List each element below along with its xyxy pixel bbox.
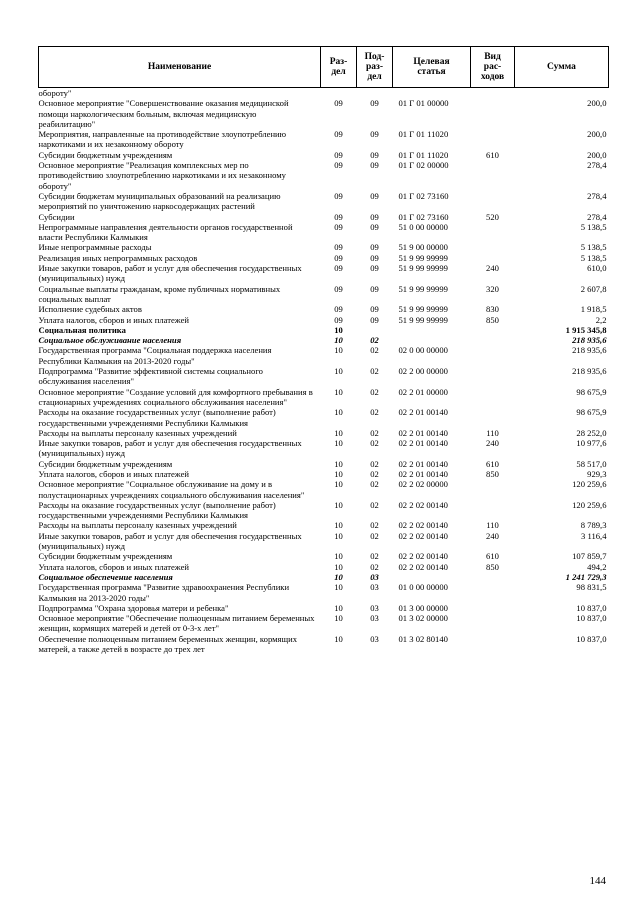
row-vid-rashodov: [471, 613, 515, 634]
row-celevaya-statya: 51 0 00 00000: [398, 221, 448, 232]
row-vid-rashodov: [471, 366, 515, 387]
row-name: Исполнение судебных актов: [38, 304, 142, 315]
row-summa: 1 918,5: [580, 304, 607, 315]
row-podrazdel: 03: [370, 582, 379, 593]
row-celevaya-statya: 02 2 02 00140: [398, 551, 448, 562]
row-podrazdel: [357, 325, 393, 335]
table-row: [39, 603, 609, 613]
row-vid-rashodov: [471, 582, 515, 603]
page-number: 144: [589, 875, 606, 887]
row-razdel: 10: [334, 386, 343, 397]
row-razdel: 10: [334, 602, 343, 613]
header-name: Наименование: [39, 47, 321, 88]
table-row: [39, 520, 609, 530]
row-name: Основное мероприятие "Совершенствование оказания медицинской помощи наркологическим больным, включая медицинскую реабилитацию": [38, 98, 289, 129]
table-header: [39, 47, 609, 88]
row-summa: 5 138,5: [580, 242, 607, 253]
row-celevaya-statya: 02 2 02 00000: [398, 479, 448, 490]
row-name: Субсидии: [38, 211, 75, 222]
row-vid-rashodov: [471, 191, 515, 212]
row-celevaya-statya: 51 9 99 99999: [398, 314, 448, 325]
row-razdel: 10: [334, 613, 343, 624]
row-podrazdel: 03: [370, 613, 379, 624]
row-vid-rashodov: 240: [486, 263, 499, 274]
row-summa: 218 935,6: [572, 335, 607, 346]
row-name: Иные закупки товаров, работ и услуг для обеспечения государственных (муниципальных) нужд: [38, 263, 302, 284]
row-podrazdel: 09: [370, 263, 379, 274]
row-celevaya-statya: 02 2 00 00000: [398, 366, 448, 377]
row-vid-rashodov: [471, 572, 515, 582]
row-vid-rashodov: 320: [486, 283, 499, 294]
row-vid-rashodov: [471, 345, 515, 366]
row-celevaya-statya: 02 2 01 00140: [398, 438, 448, 449]
row-celevaya-statya: [393, 335, 471, 345]
table-row: [39, 613, 609, 634]
row-name: Уплата налогов, сборов и иных платежей: [38, 561, 190, 572]
row-celevaya-statya: 01 Г 02 00000: [398, 160, 449, 171]
row-celevaya-statya: 01 3 00 00000: [398, 602, 448, 613]
row-razdel: 09: [334, 221, 343, 232]
budget-table: [38, 46, 609, 654]
row-razdel: 09: [334, 211, 343, 222]
row-celevaya-statya: 01 Г 02 73160: [398, 190, 449, 201]
row-name: Мероприятия, направленные на противодействие злоупотреблению наркотиками и их незаконному обороту: [38, 129, 287, 150]
row-name: обороту": [38, 88, 72, 98]
row-name: Иные закупки товаров, работ и услуг для обеспечения государственных (муниципальных) нужд: [38, 438, 302, 459]
row-celevaya-statya: 02 2 02 00140: [398, 499, 448, 510]
header-celevaya-statya: Целевая статья: [393, 47, 471, 88]
row-vid-rashodov: [471, 88, 515, 99]
row-vid-rashodov: 240: [486, 530, 499, 541]
row-razdel: 10: [334, 468, 343, 479]
row-summa: 10 977,6: [576, 438, 607, 449]
row-name: Субсидии бюджетным учреждениям: [38, 551, 173, 562]
row-razdel: 10: [334, 407, 343, 418]
row-name: Непрограммные направления деятельности органов государственной власти Республики Калмыкия: [38, 221, 293, 243]
row-celevaya-statya: 01 3 02 00000: [398, 613, 448, 624]
table-row: [39, 325, 609, 335]
table-row: [39, 428, 609, 438]
row-razdel: 10: [334, 520, 343, 531]
table-row: [39, 634, 609, 655]
row-summa: 200,0: [587, 149, 607, 160]
row-razdel: 10: [334, 458, 343, 469]
table-row: [39, 304, 609, 314]
row-celevaya-statya: 02 0 00 00000: [398, 345, 448, 356]
row-razdel: 10: [334, 335, 343, 346]
row-razdel: 10: [334, 499, 343, 510]
row-podrazdel: 02: [370, 386, 379, 397]
row-name: Социальное обслуживание населения: [38, 335, 182, 346]
row-razdel: 10: [334, 571, 343, 582]
row-podrazdel: 09: [370, 129, 379, 140]
row-celevaya-statya: 51 9 99 99999: [398, 263, 448, 274]
row-summa: 1 241 729,3: [565, 571, 607, 582]
budget-table-sheet: [38, 46, 608, 654]
row-podrazdel: 02: [370, 561, 379, 572]
row-summa: 278,4: [587, 211, 607, 222]
table-row: [39, 263, 609, 284]
row-summa: 5 138,5: [580, 221, 607, 232]
table-row: [39, 129, 609, 150]
row-summa: 107 859,7: [572, 551, 607, 562]
row-summa: 218 935,6: [572, 345, 607, 356]
row-podrazdel: 02: [370, 345, 379, 356]
row-celevaya-statya: 01 Г 01 11020: [398, 129, 449, 140]
row-razdel: 10: [334, 479, 343, 490]
row-podrazdel: 02: [370, 366, 379, 377]
row-podrazdel: 02: [370, 468, 379, 479]
row-name: Подпрограмма "Развитие эффективной системы социального обслуживания населения": [38, 366, 263, 387]
header-podrazdel: Под- раз- дел: [357, 47, 393, 88]
table-row: [39, 479, 609, 500]
row-vid-rashodov: 520: [486, 211, 499, 222]
row-razdel: 09: [334, 314, 343, 325]
table-row: [39, 345, 609, 366]
row-name: Иные закупки товаров, работ и услуг для обеспечения государственных (муниципальных) нужд: [38, 530, 302, 552]
row-podrazdel: 02: [370, 530, 379, 541]
row-name: Основное мероприятие "Социальное обслуживание на дому и в полустационарных учреждениях социального обслуживания населения": [38, 479, 305, 500]
row-razdel: 10: [334, 530, 343, 541]
row-podrazdel: 03: [370, 633, 379, 644]
row-vid-rashodov: 110: [486, 520, 499, 531]
row-summa: 120 259,6: [572, 499, 607, 510]
row-name: Основное мероприятие "Обеспечение полноценным питанием беременных женщин, кормящих матерей и детей от 0-3-х лет": [38, 613, 315, 634]
row-razdel: 10: [334, 366, 343, 377]
row-razdel: 10: [334, 345, 343, 356]
row-celevaya-statya: 02 2 02 00140: [398, 530, 448, 541]
row-podrazdel: 09: [370, 221, 379, 232]
row-name: Расходы на оказание государственных услуг (выполнение работ) государственными учреждениями Республики Калмыкия: [38, 407, 276, 428]
row-podrazdel: 02: [370, 499, 379, 510]
row-podrazdel: 02: [370, 407, 379, 418]
table-row: [39, 366, 609, 387]
row-celevaya-statya: 02 2 02 00140: [398, 520, 448, 531]
row-vid-rashodov: [471, 387, 515, 408]
row-vid-rashodov: 240: [486, 438, 499, 449]
row-celevaya-statya: 01 3 02 80140: [398, 633, 448, 644]
row-podrazdel: 02: [370, 427, 379, 438]
row-celevaya-statya: 02 2 01 00140: [398, 458, 448, 469]
row-name: Расходы на выплаты персоналу казенных учреждений: [38, 427, 237, 438]
row-summa: 98 675,9: [576, 386, 607, 397]
row-vid-rashodov: [471, 253, 515, 263]
row-name: Социальная политика: [38, 324, 126, 335]
table-row: [39, 315, 609, 325]
row-celevaya-statya: 02 2 01 00140: [398, 468, 448, 479]
row-podrazdel: 09: [370, 211, 379, 222]
row-razdel: 09: [334, 149, 343, 160]
row-podrazdel: 03: [370, 571, 379, 582]
row-name: Подпрограмма "Охрана здоровья матери и ребенка": [38, 602, 229, 613]
row-razdel: 10: [334, 551, 343, 562]
row-vid-rashodov: [471, 479, 515, 500]
row-razdel: 09: [334, 263, 343, 274]
row-celevaya-statya: 01 Г 02 73160: [398, 211, 449, 222]
row-summa: 494,2: [587, 561, 607, 572]
row-vid-rashodov: [471, 160, 515, 191]
row-summa: 10 837,0: [576, 613, 607, 624]
row-summa: 278,4: [587, 160, 607, 171]
row-razdel: 10: [334, 438, 343, 449]
table-row: [39, 88, 609, 99]
row-summa: 5 138,5: [580, 252, 607, 263]
row-vid-rashodov: 850: [486, 468, 499, 479]
row-vid-rashodov: 610: [486, 458, 499, 469]
row-vid-rashodov: [471, 500, 515, 521]
row-name: Субсидии бюджетам муниципальных образований на реализацию мероприятий по уничтожению наркосодержащих растений: [38, 190, 281, 212]
header-summa: Сумма: [515, 47, 609, 88]
row-razdel: 09: [334, 252, 343, 263]
row-podrazdel: 02: [370, 438, 379, 449]
row-razdel: 10: [334, 633, 343, 644]
row-celevaya-statya: 51 9 99 99999: [398, 304, 448, 315]
table-row: [39, 160, 609, 191]
row-razdel: 10: [334, 561, 343, 572]
row-summa: 610,0: [587, 263, 607, 274]
table-body: [39, 88, 609, 655]
row-podrazdel: [357, 88, 393, 99]
row-vid-rashodov: 850: [486, 314, 499, 325]
row-vid-rashodov: [471, 603, 515, 613]
row-vid-rashodov: [471, 98, 515, 129]
row-razdel: 09: [334, 160, 343, 171]
header-razdel: Раз- дел: [321, 47, 357, 88]
row-summa: 120 259,6: [572, 479, 607, 490]
row-vid-rashodov: [471, 634, 515, 655]
row-podrazdel: 02: [370, 479, 379, 490]
row-celevaya-statya: 01 Г 01 11020: [398, 149, 449, 160]
row-vid-rashodov: [471, 325, 515, 335]
row-celevaya-statya: 01 Г 01 00000: [398, 98, 449, 109]
row-celevaya-statya: [393, 88, 471, 99]
row-celevaya-statya: [393, 572, 471, 582]
table-row: [39, 387, 609, 408]
header-vid-rashodov: Вид рас- ходов: [471, 47, 515, 88]
row-name: Государственная программа "Развитие здравоохранения Республики Калмыкия на 2013-2020 годы": [38, 582, 290, 603]
row-razdel: 10: [334, 582, 343, 593]
row-celevaya-statya: 51 9 99 99999: [398, 252, 448, 263]
table-row: [39, 222, 609, 243]
row-podrazdel: 03: [370, 602, 379, 613]
row-summa: 3 116,4: [581, 530, 607, 541]
row-summa: 10 837,0: [576, 633, 607, 644]
row-razdel: 09: [334, 283, 343, 294]
row-name: Расходы на оказание государственных услуг (выполнение работ) государственными учреждениями Республики Калмыкия: [38, 499, 276, 521]
row-celevaya-statya: 01 0 00 00000: [398, 582, 448, 593]
row-summa: 278,4: [587, 190, 607, 201]
row-celevaya-statya: 02 2 01 00140: [398, 407, 448, 418]
table-row: [39, 191, 609, 212]
table-row: [39, 150, 609, 160]
table-row: [39, 562, 609, 572]
row-name: Расходы на выплаты персоналу казенных учреждений: [38, 520, 237, 531]
table-row: [39, 98, 609, 129]
row-celevaya-statya: 02 2 02 00140: [398, 561, 448, 572]
row-podrazdel: 09: [370, 252, 379, 263]
row-summa: 2,2: [595, 314, 607, 325]
row-name: Уплата налогов, сборов и иных платежей: [38, 468, 190, 479]
table-row: [39, 459, 609, 469]
row-summa: 28 252,0: [576, 427, 607, 438]
row-summa: 10 837,0: [576, 602, 607, 613]
row-podrazdel: 09: [370, 160, 379, 171]
row-celevaya-statya: 51 9 00 00000: [398, 242, 448, 253]
row-podrazdel: 02: [370, 458, 379, 469]
row-celevaya-statya: 02 2 01 00140: [398, 427, 448, 438]
row-name: Социальные выплаты гражданам, кроме публичных нормативных социальных выплат: [38, 283, 281, 304]
row-name: Реализация иных непрограммных расходов: [38, 252, 198, 263]
row-podrazdel: 09: [370, 283, 379, 294]
row-name: Государственная программа "Социальная поддержка населения Республики Калмыкия на 2013-2020 годы": [38, 345, 272, 366]
table-row: [39, 500, 609, 521]
row-podrazdel: 09: [370, 314, 379, 325]
row-summa: [515, 88, 609, 99]
row-name: Основное мероприятие "Реализация комплексных мер по противодействию злоупотреблению наркотиками и их незаконному обороту": [38, 160, 286, 191]
row-vid-rashodov: [471, 129, 515, 150]
row-razdel: 09: [334, 129, 343, 140]
row-podrazdel: 09: [370, 242, 379, 253]
row-vid-rashodov: [471, 407, 515, 428]
row-podrazdel: 02: [370, 520, 379, 531]
row-razdel: 09: [334, 98, 343, 109]
row-summa: 98 831,5: [576, 582, 607, 593]
row-summa: 8 789,3: [580, 520, 607, 531]
row-razdel: [321, 88, 357, 99]
row-vid-rashodov: [471, 242, 515, 252]
row-razdel: 10: [334, 427, 343, 438]
row-razdel: 09: [334, 242, 343, 253]
row-summa: 218 935,6: [572, 366, 607, 377]
row-razdel: 09: [334, 304, 343, 315]
table-row: [39, 582, 609, 603]
row-summa: 98 675,9: [576, 407, 607, 418]
table-row: [39, 212, 609, 222]
table-row: [39, 531, 609, 552]
row-celevaya-statya: 51 9 99 99999: [398, 283, 448, 294]
table-row: [39, 407, 609, 428]
table-row: [39, 284, 609, 305]
row-podrazdel: 09: [370, 98, 379, 109]
row-vid-rashodov: 850: [486, 561, 499, 572]
row-name: Обеспечение полноценным питанием беременных женщин, кормящих матерей, а также детей в возрасте до трех лет: [38, 633, 298, 655]
row-name: Субсидии бюджетным учреждениям: [38, 149, 173, 160]
row-vid-rashodov: 110: [486, 427, 499, 438]
table-row: [39, 438, 609, 459]
row-summa: 2 607,8: [580, 283, 607, 294]
table-row: [39, 335, 609, 345]
row-podrazdel: 02: [370, 335, 379, 346]
row-vid-rashodov: 830: [486, 304, 499, 315]
row-podrazdel: 09: [370, 304, 379, 315]
table-row: [39, 551, 609, 561]
row-vid-rashodov: 610: [486, 551, 499, 562]
row-name: Уплата налогов, сборов и иных платежей: [38, 314, 190, 325]
row-podrazdel: 02: [370, 551, 379, 562]
row-celevaya-statya: [393, 325, 471, 335]
row-vid-rashodov: 610: [486, 149, 499, 160]
row-name: Субсидии бюджетным учреждениям: [38, 458, 173, 469]
row-summa: 200,0: [587, 98, 607, 109]
row-podrazdel: 09: [370, 149, 379, 160]
row-razdel: 09: [334, 190, 343, 201]
row-summa: 1 915 345,8: [565, 324, 607, 335]
row-vid-rashodov: [471, 222, 515, 243]
row-name: Социальное обеспечение населения: [38, 571, 173, 582]
row-name: Основное мероприятие "Создание условий для комфортного пребывания в стационарных учреждениях социального обслуживания населения": [38, 386, 313, 407]
row-summa: 58 517,0: [576, 458, 607, 469]
row-summa: 929,3: [587, 468, 607, 479]
table-row: [39, 572, 609, 582]
row-razdel: 10: [334, 324, 343, 335]
table-row: [39, 242, 609, 252]
row-summa: 200,0: [587, 129, 607, 140]
row-celevaya-statya: 02 2 01 00000: [398, 386, 448, 397]
table-row: [39, 253, 609, 263]
row-vid-rashodov: [471, 335, 515, 345]
row-podrazdel: 09: [370, 190, 379, 201]
table-row: [39, 469, 609, 479]
row-name: Иные непрограммные расходы: [38, 242, 152, 253]
